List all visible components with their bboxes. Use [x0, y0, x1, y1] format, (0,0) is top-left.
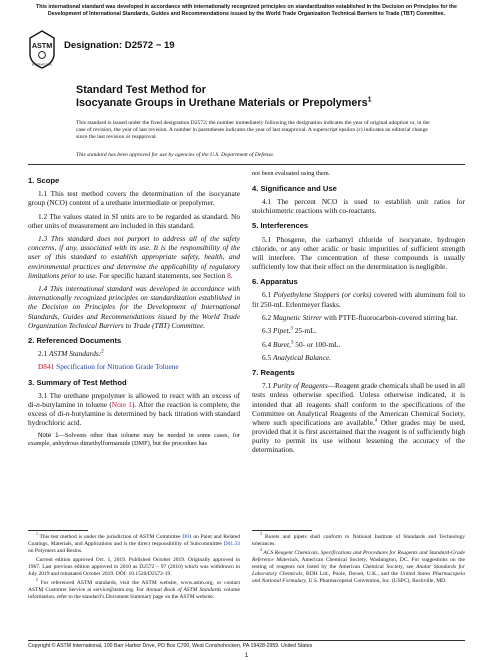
- para-3-1: 3.1 The urethane prepolymer is allowed to react with an excess of di-n-butylamine in toluene (Note 1). After the reaction is complete, the excess of di-n-butylamine is determined by back titration with standard hydrochloric acid.: [28, 390, 240, 428]
- para-4-1: 4.1 The percent NCO is used to establish unit ratios for stoichiometric reactions with co-reactants.: [252, 197, 465, 216]
- reference-d841[interactable]: D841 Specification for Nitration Grade Toluene: [38, 362, 179, 372]
- para-6-4: 6.4 Buret,$^3$ 50- or 100-mL.: [262, 339, 341, 349]
- copyright-footer: Copyright © ASTM International, 100 Barr Harbor Drive, PO Box C700, West Conshohocken, PA 19428-2959. United States: [28, 643, 313, 649]
- right-column: [252, 170, 465, 459]
- left-column: [28, 170, 240, 452]
- svg-text:INTERNATIONAL: INTERNATIONAL: [31, 63, 53, 67]
- d01-link[interactable]: D01: [182, 534, 192, 540]
- para-1-3: 1.3 This standard does not purport to address all of the safety concerns, if any, associated with its use. It is the responsibility of the user of this standard to establish appropriate safety, health, and environmental practices and determine the applicability of regulatory limitations prior to use. For specific hazard statements, see Section 8.: [28, 234, 240, 280]
- footnotes-right: [252, 530, 465, 587]
- section-heading-referenced-documents: 2. Referenced Documents: [28, 335, 122, 345]
- section-heading-scope: 1. Scope: [28, 176, 60, 185]
- section-heading-reagents: 7. Reagents: [252, 368, 295, 378]
- para-2-1: 2.1 ASTM Standards:$^2$: [38, 348, 104, 359]
- d841-link[interactable]: D841: [38, 362, 55, 372]
- section-heading-interferences: 5. Interferences: [252, 221, 309, 231]
- issued-under-note: This standard is issued under the fixed designation D2572; the number immediately following the designation indicates the year of original adoption or, in the case of revision, the year of last revision. A number in parentheses indicates the year of last reapproval. A superscript epsilon (ε) indicates an editorial change since the last revision or reapproval.: [76, 120, 430, 141]
- astm-logo-icon: [28, 30, 56, 70]
- note-1-link[interactable]: Note 1: [111, 399, 132, 409]
- footnote-4: $^4$ ACS Reagent Chemicals, Specifications and Procedures for Reagents and Standard-Grade Reference Materials, American Chemical Society, Washington, DC. For suggestions on the testing of reagents not listed by the American Chemical Society, see Analar Standards for Laboratory Chemicals, BDH Ltd., Poole, Dorset, U.K., and the United States Pharmacopeia and National Formulary, U.S. Pharmacopeial Convention, Inc. (USPC), Rockville, MD.: [252, 548, 465, 584]
- footnote-3: $^3$ Burets and pipets shall conform to National Institute of Standards and Technology tolerances.: [252, 532, 465, 547]
- tbt-banner: This international standard was developed in accordance with internationally recognized principles on standardization established in the Decision on Principles for the Development of International Standards, Guides and Recommendations issued by the World Trade Organization Technical Barriers to Trade (TBT) Committee.: [36, 4, 457, 17]
- para-5-1: 5.1 Phosgene, the carbamyl chloride of isocyanate, hydrogen chloride, or any other acidic or basic impurities of sufficient strength will interfere. The concentration of these compounds is usually sufficiently low that their effect on the determination is negligible.: [252, 234, 465, 272]
- para-6-3: 6.3 Pipet,$^3$ 25-mL.: [262, 325, 317, 336]
- dod-approval-note: This standard has been approved for use by agencies of the U.S. Department of Defense.: [76, 152, 275, 158]
- para-6-1: 6.1 Polyethylene Stoppers (or corks) covered with aluminum foil to fit 250-mL Erlenmeyer flasks.: [252, 290, 466, 309]
- d01-33-link[interactable]: D01.33: [223, 540, 240, 547]
- para-7-1: 7.1 Purity of Reagents—Reagent grade chemicals shall be used in all tests unless otherwise specified. Unless otherwise indicated, it is intended that all reagents shall conform to the specifications of the Committee on Analytical Reagents of the American Chemical Society, where such specifications are available.$^4$ Other grades may be used, provided that it is first ascertained that the reagent is of sufficiently high purity to permit its use without lessening the accuracy of the determination.: [252, 381, 465, 455]
- para-1-4: 1.4 This international standard was developed in accordance with internationally recognized principles on standardization established in the Decision on Principles for the Development of International Standards, Guides and Recommendations issued by the World Trade Organization Technical Barriers to Trade (TBT) Committee.: [28, 284, 240, 330]
- footnote-divider: [252, 530, 312, 531]
- designation: Designation: D2572 − 19: [64, 40, 175, 51]
- svg-text:ASTM: ASTM: [31, 41, 53, 50]
- section-8-link[interactable]: 8: [227, 270, 231, 280]
- footnote-1: $^1$ This test method is under the jurisdiction of ASTM Committee D01 on Paint and Related Coatings, Materials, and Applications and is the direct responsibility of Subcommittee D01.33 on Polymers and Resins.: [28, 532, 241, 554]
- section-heading-summary: 3. Summary of Test Method: [28, 377, 127, 387]
- page-number: 1: [244, 652, 249, 659]
- footnote-2: $^2$ For referenced ASTM standards, visit the ASTM website, www.astm.org, or contact ASTM Customer Service at service@astm.org. For Annual Book of ASTM Standards volume information, refer to the standard’s Document Summary page on the ASTM website.: [28, 578, 240, 601]
- para-1-2: 1.2 The values stated in SI units are to be regarded as standard. No other units of measurement are included in this standard.: [28, 211, 240, 230]
- document-title: Standard Test Method for Isocyanate Groups in Urethane Materials or Prepolymers$^1$: [76, 84, 372, 109]
- footnote-divider: [28, 530, 88, 531]
- para-6-2: 6.2 Magnetic Stirrer with PTFE-fluorocarbon-covered stirring bar.: [262, 312, 458, 322]
- footnotes-left: [28, 530, 240, 603]
- para-1-1: 1.1 This test method covers the determination of the isocyanate group (NCO) content of a urethane intermediate or prepolymer.: [28, 189, 240, 208]
- footnote-1-edition: Current edition approved Oct. 1, 2019. Published October 2019. Originally approved in 1967. Last previous edition approved in 2010 as D2572 – 97 (2010) which was withdrawn in July 2019 and reinstated October 2019. DOI: 10.1520/D2572-19.: [28, 557, 240, 577]
- section-heading-apparatus: 6. Apparatus: [252, 277, 298, 287]
- section-heading-significance: 4. Significance and Use: [252, 184, 337, 193]
- header-divider: [28, 164, 465, 165]
- footer-divider: [28, 640, 465, 641]
- para-6-5: 6.5 Analytical Balance.: [262, 352, 331, 362]
- note-1: Note 1—Solvents other than toluene may be needed in some cases, for example, anhydrous dimethylformamide (DMF), but the procedure has: [28, 431, 240, 447]
- note-1-continued: not been evaluated using them.: [252, 170, 331, 177]
